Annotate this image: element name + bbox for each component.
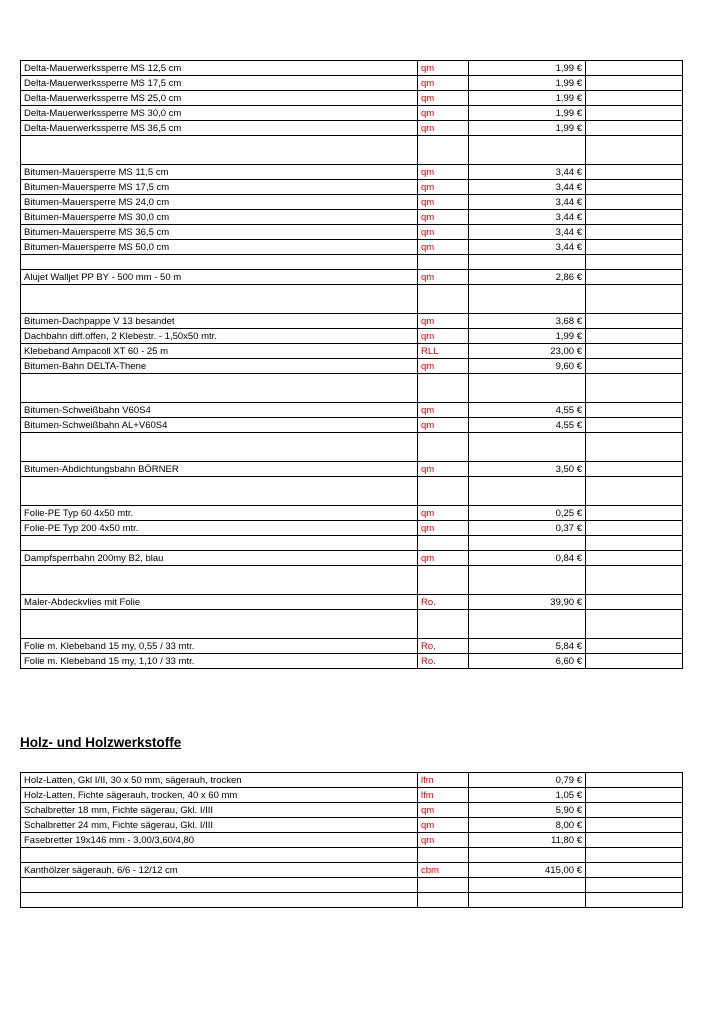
table-row (21, 833, 683, 848)
cell-description (21, 433, 418, 462)
cell-price: 3,68 € (469, 314, 586, 329)
cell-note (586, 91, 683, 106)
cell-note (586, 106, 683, 121)
cell-price: 1,99 € (469, 329, 586, 344)
table-body (21, 61, 683, 669)
cell-description: Schalbretter 18 mm, Fichte sägerau, Gkl. I/III (21, 803, 418, 818)
cell-note (586, 818, 683, 833)
cell-note (586, 329, 683, 344)
table-spacer-row (21, 566, 683, 595)
cell-unit (418, 136, 469, 165)
table-row (21, 314, 683, 329)
cell-note (586, 210, 683, 225)
cell-price: 4,55 € (469, 418, 586, 433)
cell-description: Delta-Mauerwerkssperre MS 30,0 cm (21, 106, 418, 121)
cell-note (586, 536, 683, 551)
cell-price: 3,44 € (469, 240, 586, 255)
cell-description: Holz-Latten, Fichte sägerauh, trocken, 40 x 60 mm (21, 788, 418, 803)
cell-note (586, 595, 683, 610)
cell-unit: qm (418, 329, 469, 344)
cell-unit (418, 536, 469, 551)
section-gap (20, 669, 704, 735)
table-row (21, 61, 683, 76)
table-spacer-row (21, 433, 683, 462)
table-row (21, 344, 683, 359)
cell-description (21, 610, 418, 639)
cell-note (586, 136, 683, 165)
table-row (21, 506, 683, 521)
cell-note (586, 803, 683, 818)
cell-price (469, 477, 586, 506)
table-body (21, 773, 683, 908)
table-spacer-row (21, 285, 683, 314)
cell-price: 1,99 € (469, 61, 586, 76)
cell-price (469, 374, 586, 403)
table-row (21, 210, 683, 225)
cell-unit: qm (418, 210, 469, 225)
cell-description: Bitumen-Mauersperre MS 17,5 cm (21, 180, 418, 195)
cell-description: Fasebretter 19x146 mm - 3,00/3,60/4,80 (21, 833, 418, 848)
table-row (21, 803, 683, 818)
cell-note (586, 121, 683, 136)
table-row (21, 225, 683, 240)
cell-note (586, 610, 683, 639)
cell-price: 3,44 € (469, 180, 586, 195)
cell-price (469, 610, 586, 639)
cell-note (586, 773, 683, 788)
table-spacer-row (21, 878, 683, 893)
cell-description: Schalbretter 24 mm, Fichte sägerau, Gkl. I/III (21, 818, 418, 833)
cell-unit (418, 477, 469, 506)
table-row (21, 654, 683, 669)
cell-unit: qm (418, 359, 469, 374)
cell-description: Folie-PE Typ 200 4x50 mtr. (21, 521, 418, 536)
cell-unit: qm (418, 818, 469, 833)
table-row (21, 106, 683, 121)
table-row (21, 403, 683, 418)
table-row (21, 818, 683, 833)
cell-price: 9,60 € (469, 359, 586, 374)
cell-unit: qm (418, 314, 469, 329)
cell-description (21, 285, 418, 314)
cell-unit: qm (418, 195, 469, 210)
cell-description: Bitumen-Mauersperre MS 36,5 cm (21, 225, 418, 240)
cell-description: Folie m. Klebeband 15 my, 0,55 / 33 mtr. (21, 639, 418, 654)
cell-price: 5,84 € (469, 639, 586, 654)
table-row (21, 639, 683, 654)
cell-unit: qm (418, 521, 469, 536)
cell-unit: qm (418, 225, 469, 240)
cell-note (586, 180, 683, 195)
cell-description: Delta-Mauerwerkssperre MS 12,5 cm (21, 61, 418, 76)
table-row (21, 521, 683, 536)
cell-unit: qm (418, 180, 469, 195)
cell-note (586, 788, 683, 803)
table-spacer-row (21, 374, 683, 403)
cell-description: Delta-Mauerwerkssperre MS 25,0 cm (21, 91, 418, 106)
table-spacer-row (21, 477, 683, 506)
cell-note (586, 403, 683, 418)
cell-unit: qm (418, 803, 469, 818)
cell-description: Kanthölzer sägerauh, 6/6 - 12/12 cm (21, 863, 418, 878)
cell-unit (418, 374, 469, 403)
cell-price: 3,44 € (469, 225, 586, 240)
cell-note (586, 521, 683, 536)
cell-description: Holz-Latten, Gkl I/II, 30 x 50 mm, sägerauh, trocken (21, 773, 418, 788)
cell-unit (418, 433, 469, 462)
cell-unit: qm (418, 240, 469, 255)
cell-description: Dampfsperrbahn 200my B2, blau (21, 551, 418, 566)
cell-price (469, 566, 586, 595)
cell-description: Bitumen-Mauersperre MS 11,5 cm (21, 165, 418, 180)
cell-price: 2,86 € (469, 270, 586, 285)
cell-description: Folie m. Klebeband 15 my, 1,10 / 33 mtr. (21, 654, 418, 669)
cell-description: Bitumen-Mauersperre MS 24,0 cm (21, 195, 418, 210)
cell-description (21, 848, 418, 863)
cell-unit: qm (418, 61, 469, 76)
cell-description: Bitumen-Dachpappe V 13 besandet (21, 314, 418, 329)
cell-price (469, 285, 586, 314)
cell-note (586, 418, 683, 433)
cell-price: 1,05 € (469, 788, 586, 803)
price-table-wood (20, 772, 683, 908)
cell-description (21, 255, 418, 270)
cell-note (586, 240, 683, 255)
cell-note (586, 195, 683, 210)
cell-description (21, 136, 418, 165)
cell-description: Klebeband Ampacoll XT 60 - 25 m (21, 344, 418, 359)
table-row (21, 91, 683, 106)
cell-price: 1,99 € (469, 121, 586, 136)
cell-note (586, 654, 683, 669)
cell-description: Bitumen-Mauersperre MS 50,0 cm (21, 240, 418, 255)
table-spacer-row (21, 536, 683, 551)
table-row (21, 359, 683, 374)
cell-description: Delta-Mauerwerkssperre MS 36,5 cm (21, 121, 418, 136)
cell-description (21, 878, 418, 893)
cell-unit: qm (418, 462, 469, 477)
table-row (21, 195, 683, 210)
cell-price: 3,50 € (469, 462, 586, 477)
cell-price: 415,00 € (469, 863, 586, 878)
cell-price: 1,99 € (469, 106, 586, 121)
cell-note (586, 61, 683, 76)
cell-unit (418, 610, 469, 639)
table-row (21, 788, 683, 803)
cell-unit: qm (418, 106, 469, 121)
cell-price: 23,00 € (469, 344, 586, 359)
cell-note (586, 374, 683, 403)
cell-price: 0,84 € (469, 551, 586, 566)
cell-note (586, 566, 683, 595)
cell-price: 4,55 € (469, 403, 586, 418)
table-row (21, 329, 683, 344)
cell-note (586, 225, 683, 240)
cell-unit: qm (418, 418, 469, 433)
cell-unit: Ro. (418, 595, 469, 610)
table-row (21, 863, 683, 878)
title-gap (20, 750, 704, 772)
table-row (21, 180, 683, 195)
cell-price: 6,60 € (469, 654, 586, 669)
cell-description: Bitumen-Schweißbahn V60S4 (21, 403, 418, 418)
table-row (21, 165, 683, 180)
cell-price: 0,25 € (469, 506, 586, 521)
cell-description (21, 893, 418, 908)
cell-price: 0,37 € (469, 521, 586, 536)
cell-price: 1,99 € (469, 76, 586, 91)
table-row (21, 462, 683, 477)
cell-unit (418, 878, 469, 893)
cell-price (469, 136, 586, 165)
cell-unit (418, 566, 469, 595)
cell-price (469, 255, 586, 270)
cell-description: Maler-Abdeckvlies mit Folie (21, 595, 418, 610)
table-spacer-row (21, 848, 683, 863)
cell-note (586, 314, 683, 329)
table-spacer-row (21, 136, 683, 165)
table-row (21, 270, 683, 285)
cell-unit: qm (418, 165, 469, 180)
cell-note (586, 433, 683, 462)
cell-price: 3,44 € (469, 195, 586, 210)
cell-unit: cbm (418, 863, 469, 878)
cell-price: 5,90 € (469, 803, 586, 818)
cell-unit (418, 893, 469, 908)
cell-note (586, 359, 683, 374)
table-spacer-row (21, 893, 683, 908)
cell-note (586, 255, 683, 270)
cell-price (469, 893, 586, 908)
cell-unit: qm (418, 506, 469, 521)
cell-price (469, 433, 586, 462)
cell-note (586, 344, 683, 359)
cell-note (586, 863, 683, 878)
cell-unit: qm (418, 833, 469, 848)
table-row (21, 595, 683, 610)
cell-description (21, 536, 418, 551)
cell-note (586, 893, 683, 908)
cell-price: 1,99 € (469, 91, 586, 106)
cell-unit: qm (418, 403, 469, 418)
cell-description (21, 566, 418, 595)
cell-description (21, 374, 418, 403)
cell-unit: qm (418, 76, 469, 91)
cell-description: Bitumen-Bahn DELTA-Thene (21, 359, 418, 374)
table-spacer-row (21, 255, 683, 270)
cell-description (21, 477, 418, 506)
cell-unit: qm (418, 270, 469, 285)
cell-price: 8,00 € (469, 818, 586, 833)
table-row (21, 773, 683, 788)
cell-price: 0,79 € (469, 773, 586, 788)
cell-description: Bitumen-Mauersperre MS 30,0 cm (21, 210, 418, 225)
cell-unit (418, 848, 469, 863)
cell-note (586, 165, 683, 180)
cell-note (586, 270, 683, 285)
cell-note (586, 506, 683, 521)
cell-price (469, 536, 586, 551)
cell-price: 11,80 € (469, 833, 586, 848)
cell-note (586, 551, 683, 566)
cell-description: Alujet Walljet PP BY - 500 mm - 50 m (21, 270, 418, 285)
cell-note (586, 639, 683, 654)
table-spacer-row (21, 610, 683, 639)
cell-unit: Ro. (418, 654, 469, 669)
cell-price: 3,44 € (469, 210, 586, 225)
cell-unit: RLL (418, 344, 469, 359)
table-row (21, 240, 683, 255)
cell-price: 39,90 € (469, 595, 586, 610)
table-row (21, 551, 683, 566)
cell-unit: qm (418, 91, 469, 106)
cell-note (586, 477, 683, 506)
table-row (21, 418, 683, 433)
cell-unit: qm (418, 551, 469, 566)
cell-description: Dachbahn diff.offen, 2 Klebestr. - 1,50x50 mtr. (21, 329, 418, 344)
cell-note (586, 285, 683, 314)
cell-unit: lfm (418, 773, 469, 788)
cell-unit: Ro. (418, 639, 469, 654)
cell-unit (418, 255, 469, 270)
cell-price (469, 878, 586, 893)
table-row (21, 121, 683, 136)
cell-note (586, 878, 683, 893)
cell-note (586, 848, 683, 863)
cell-description: Bitumen-Schweißbahn AL+V60S4 (21, 418, 418, 433)
cell-unit: lfm (418, 788, 469, 803)
cell-unit: qm (418, 121, 469, 136)
cell-unit (418, 285, 469, 314)
cell-note (586, 833, 683, 848)
cell-price (469, 848, 586, 863)
price-table-sealing-membranes (20, 60, 683, 669)
cell-description: Bitumen-Abdichtungsbahn BÖRNER (21, 462, 418, 477)
cell-note (586, 462, 683, 477)
cell-description: Delta-Mauerwerkssperre MS 17,5 cm (21, 76, 418, 91)
cell-description: Folie-PE Typ 60 4x50 mtr. (21, 506, 418, 521)
table-row (21, 76, 683, 91)
cell-price: 3,44 € (469, 165, 586, 180)
cell-note (586, 76, 683, 91)
section-title-wood: Holz- und Holzwerkstoffe (20, 735, 182, 750)
